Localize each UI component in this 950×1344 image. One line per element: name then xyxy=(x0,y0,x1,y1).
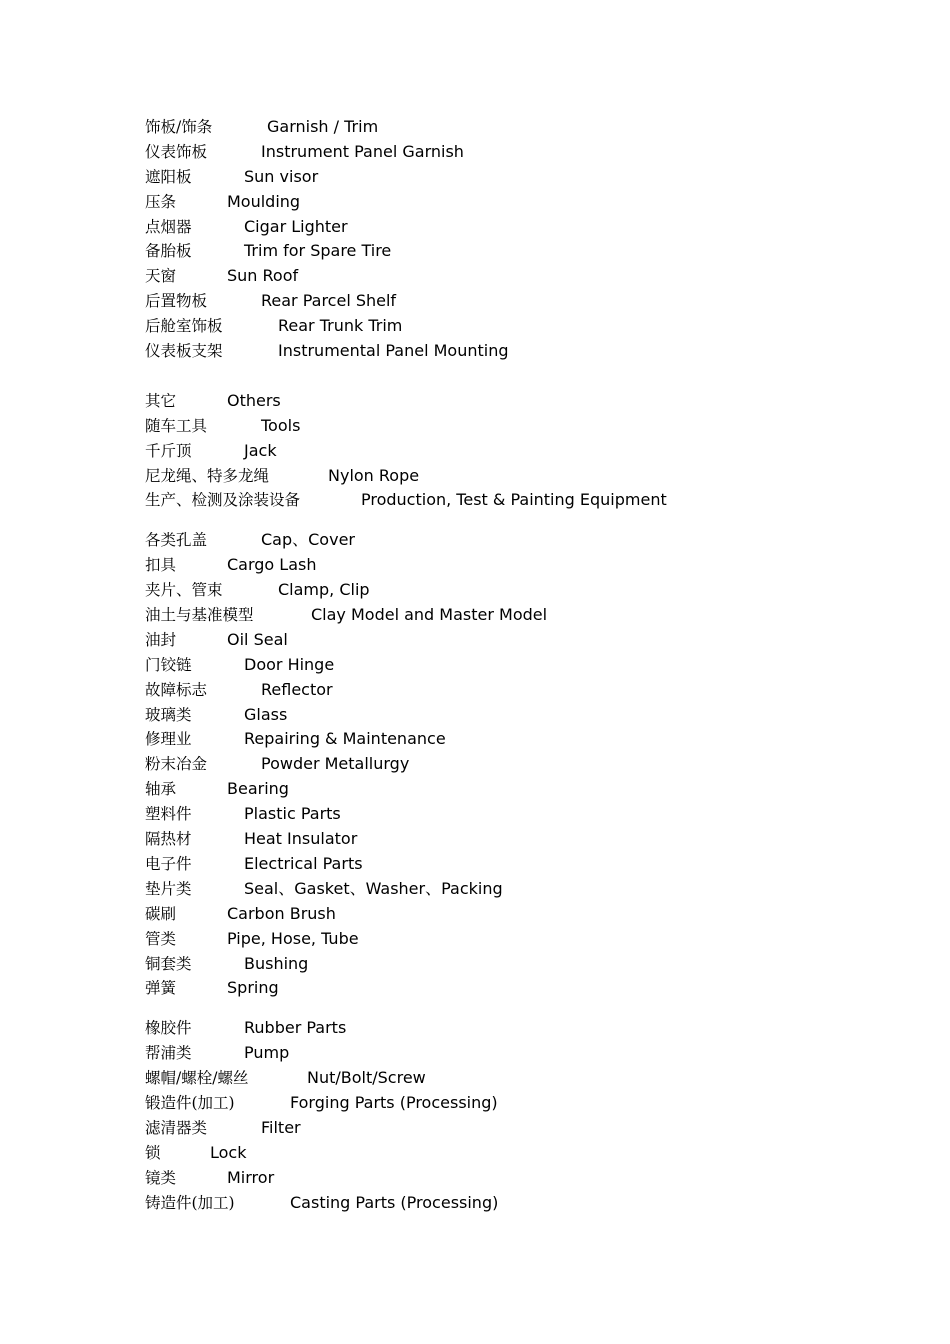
chinese-term: 各类孔盖 xyxy=(145,531,208,550)
chinese-term: 油封 xyxy=(145,630,177,649)
glossary-entry xyxy=(145,877,905,902)
english-term: Nylon Rope xyxy=(328,465,420,485)
glossary-entry xyxy=(145,289,905,314)
glossary-entry xyxy=(145,927,905,952)
glossary-entry xyxy=(145,215,905,240)
chinese-term: 塑料件 xyxy=(145,805,192,824)
english-term: Moulding xyxy=(227,191,301,211)
glossary-entry xyxy=(145,628,905,653)
glossary-entry xyxy=(145,703,905,728)
glossary-entry xyxy=(145,852,905,877)
glossary-entry xyxy=(145,264,905,289)
english-term: Repairing & Maintenance xyxy=(244,729,446,749)
glossary-entry xyxy=(145,827,905,852)
english-term: Plastic Parts xyxy=(244,804,341,824)
english-term: Reflector xyxy=(261,679,333,699)
glossary-entry xyxy=(145,976,905,1001)
glossary-entry xyxy=(145,727,905,752)
english-term: Sun visor xyxy=(244,166,319,186)
glossary-entry xyxy=(145,752,905,777)
glossary-entry xyxy=(145,1141,905,1166)
english-term: Heat Insulator xyxy=(244,829,358,849)
chinese-term: 橡胶件 xyxy=(145,1019,192,1038)
chinese-term: 天窗 xyxy=(145,267,177,286)
english-term: Carbon Brush xyxy=(227,903,336,923)
english-term: Cargo Lash xyxy=(227,555,317,575)
chinese-term: 千斤顶 xyxy=(145,441,192,460)
chinese-term: 油土与基准模型 xyxy=(145,606,254,625)
glossary-entry xyxy=(145,1016,905,1041)
english-term: Clay Model and Master Model xyxy=(311,605,548,625)
section-gap xyxy=(145,1001,905,1016)
english-term: Lock xyxy=(210,1142,247,1162)
chinese-term: 故障标志 xyxy=(145,680,208,699)
glossary-section xyxy=(145,389,905,513)
chinese-term: 滤清器类 xyxy=(145,1118,208,1137)
chinese-term: 遮阳板 xyxy=(145,167,192,186)
glossary-section xyxy=(145,115,905,364)
chinese-term: 垫片类 xyxy=(145,879,192,898)
english-term: Cap、Cover xyxy=(261,530,355,550)
chinese-term: 尼龙绳、特多龙绳 xyxy=(145,466,270,485)
chinese-term: 弹簧 xyxy=(145,979,177,998)
glossary-entry xyxy=(145,439,905,464)
english-term: Door Hinge xyxy=(244,654,335,674)
section-gap xyxy=(145,513,905,528)
english-term: Nut/Bolt/Screw xyxy=(307,1068,426,1088)
chinese-term: 镜类 xyxy=(145,1168,177,1187)
glossary-entry xyxy=(145,1091,905,1116)
english-term: Rear Trunk Trim xyxy=(278,316,403,336)
chinese-term: 螺帽/螺栓/螺丝 xyxy=(145,1069,249,1088)
glossary-entry xyxy=(145,578,905,603)
section-gap xyxy=(145,364,905,389)
chinese-term: 点烟器 xyxy=(145,217,192,236)
english-term: Jack xyxy=(244,440,277,460)
english-term: Filter xyxy=(261,1117,301,1137)
glossary-entry xyxy=(145,115,905,140)
english-term: Bearing xyxy=(227,779,289,799)
chinese-term: 随车工具 xyxy=(145,416,208,435)
glossary-entry xyxy=(145,239,905,264)
chinese-term: 隔热材 xyxy=(145,830,192,849)
glossary-entry xyxy=(145,314,905,339)
glossary-entry xyxy=(145,603,905,628)
english-term: Instrumental Panel Mounting xyxy=(278,341,509,361)
glossary-entry xyxy=(145,1116,905,1141)
chinese-term: 饰板/饰条 xyxy=(145,118,213,136)
english-term: Seal、Gasket、Washer、Packing xyxy=(244,878,503,898)
glossary-section xyxy=(145,1016,905,1215)
english-term: Pump xyxy=(244,1043,290,1063)
english-term: Tools xyxy=(261,415,301,435)
chinese-term: 后置物板 xyxy=(145,292,208,311)
english-term: Glass xyxy=(244,704,288,724)
chinese-term: 压条 xyxy=(145,192,177,211)
chinese-term: 锻造件(加工) xyxy=(145,1093,235,1112)
chinese-term: 帮浦类 xyxy=(145,1044,192,1063)
chinese-term: 电子件 xyxy=(145,854,192,873)
english-term: Mirror xyxy=(227,1167,275,1187)
glossary-entry xyxy=(145,678,905,703)
glossary-entry xyxy=(145,190,905,215)
chinese-term: 扣具 xyxy=(145,556,177,575)
glossary-entry xyxy=(145,902,905,927)
english-term: Instrument Panel Garnish xyxy=(261,141,464,161)
english-term: Bushing xyxy=(244,953,309,973)
glossary-entry xyxy=(145,1041,905,1066)
english-term: Electrical Parts xyxy=(244,853,363,873)
glossary-entry xyxy=(145,1066,905,1091)
glossary-entry xyxy=(145,140,905,165)
english-term: Rubber Parts xyxy=(244,1018,347,1038)
english-term: Garnish / Trim xyxy=(267,117,379,136)
chinese-term: 仪表饰板 xyxy=(145,142,208,161)
chinese-term: 碳刷 xyxy=(145,904,177,923)
glossary-entry xyxy=(145,553,905,578)
chinese-term: 轴承 xyxy=(145,780,177,799)
english-term: Sun Roof xyxy=(227,266,299,286)
english-term: Powder Metallurgy xyxy=(261,754,410,774)
glossary-entry xyxy=(145,1166,905,1191)
chinese-term: 铜套类 xyxy=(145,954,192,973)
chinese-term: 铸造件(加工) xyxy=(145,1193,235,1212)
glossary-entry xyxy=(145,165,905,190)
glossary-entry xyxy=(145,389,905,414)
english-term: Clamp, Clip xyxy=(278,580,370,600)
english-term: Rear Parcel Shelf xyxy=(261,291,397,311)
chinese-term: 后舱室饰板 xyxy=(145,317,223,336)
chinese-term: 生产、检测及涂装设备 xyxy=(145,491,301,510)
chinese-term: 修理业 xyxy=(145,730,192,749)
glossary-document xyxy=(145,115,905,1215)
glossary-entry xyxy=(145,1191,905,1216)
english-term: Pipe, Hose, Tube xyxy=(227,928,359,948)
chinese-term: 门铰链 xyxy=(145,655,192,674)
chinese-term: 玻璃类 xyxy=(145,705,192,724)
glossary-entry xyxy=(145,653,905,678)
chinese-term: 其它 xyxy=(145,391,177,410)
glossary-entry xyxy=(145,464,905,489)
chinese-term: 锁 xyxy=(145,1143,161,1162)
glossary-entry xyxy=(145,528,905,553)
chinese-term: 夹片、管束 xyxy=(145,581,223,600)
glossary-entry xyxy=(145,339,905,364)
english-term: Cigar Lighter xyxy=(244,216,348,236)
chinese-term: 粉末冶金 xyxy=(145,755,208,774)
chinese-term: 管类 xyxy=(145,929,177,948)
english-term: Others xyxy=(227,390,281,410)
glossary-entry xyxy=(145,777,905,802)
glossary-entry xyxy=(145,414,905,439)
english-term: Production, Test & Painting Equipment xyxy=(361,490,667,510)
english-term: Casting Parts (Processing) xyxy=(290,1192,499,1212)
glossary-entry xyxy=(145,802,905,827)
chinese-term: 备胎板 xyxy=(145,242,192,261)
chinese-term: 仪表板支架 xyxy=(145,342,223,361)
english-term: Trim for Spare Tire xyxy=(244,241,392,261)
english-term: Oil Seal xyxy=(227,629,288,649)
english-term: Forging Parts (Processing) xyxy=(290,1092,498,1112)
english-term: Spring xyxy=(227,978,279,998)
glossary-section xyxy=(145,528,905,1001)
glossary-entry xyxy=(145,952,905,977)
glossary-entry xyxy=(145,488,905,513)
